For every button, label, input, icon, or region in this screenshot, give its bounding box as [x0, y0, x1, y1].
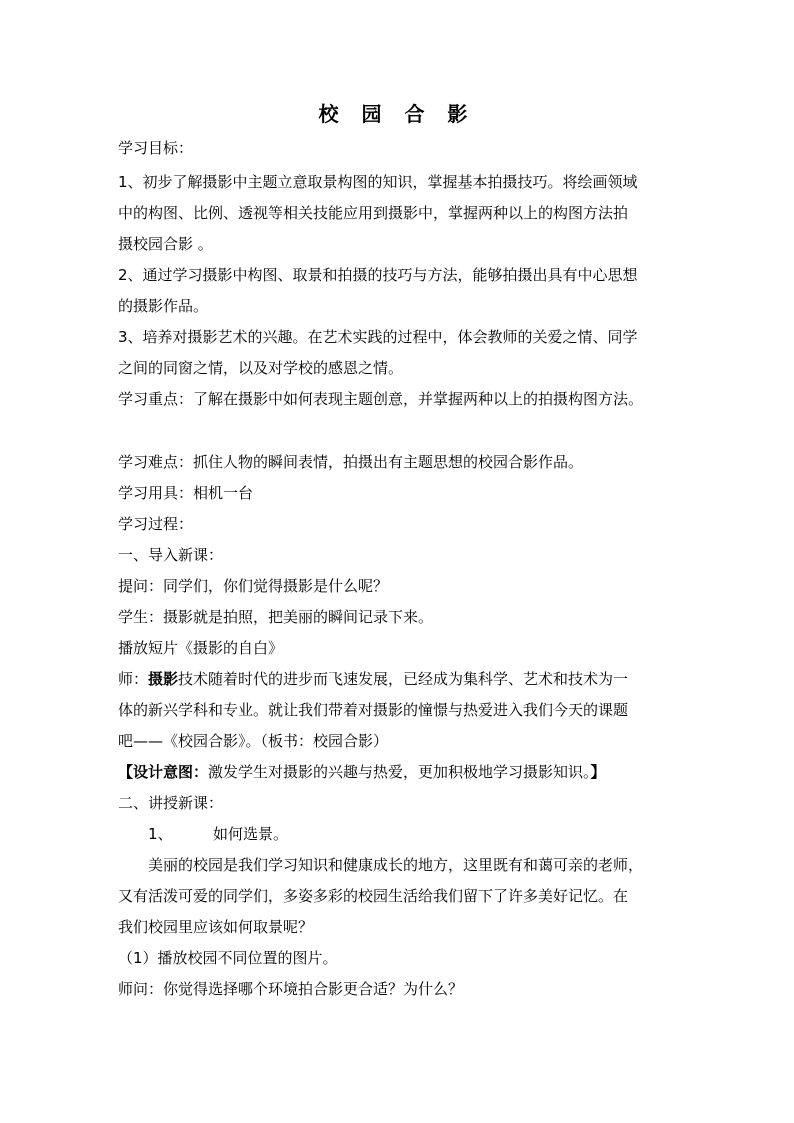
question-line: 提问：同学们，你们觉得摄影是什么呢？ — [118, 577, 389, 595]
tools-line: 学习用具：相机一台 — [118, 484, 254, 502]
teacher-prefix: 师： — [118, 670, 149, 688]
goal-1-line-1: 1、初步了解摄影中主题立意取景构图的知识，掌握基本拍摄技巧。将绘画领域 — [118, 173, 638, 191]
teacher-line-1-rest: 技术随着时代的进步而飞速发展，已经成为集科学、艺术和技术为一 — [178, 670, 629, 688]
design-intent-text: 激发学生对摄影的兴趣与热爱，更加积极地学习摄影知识。 — [208, 763, 591, 781]
teacher-line-1 — [118, 669, 628, 689]
page-title: 校 园 合 影 — [318, 102, 476, 126]
sub-item-1-line: （1）播放校园不同位置的图片。 — [118, 949, 338, 967]
item-1-number: 1、 — [148, 825, 173, 843]
goal-3-line-2: 之间的同窗之情，以及对学校的感恩之情。 — [118, 359, 404, 377]
goal-1-line-2: 中的构图、比例、透视等相关技能应用到摄影中，掌握两种以上的构图方法拍 — [118, 204, 629, 222]
goal-3-line-1: 3、培养对摄影艺术的兴趣。在艺术实践的过程中，体会教师的关爱之情、同学 — [118, 328, 638, 346]
section-1-heading: 一、导入新课： — [118, 546, 224, 564]
design-intent-open: 【设计意图： — [118, 763, 209, 781]
paragraph-line-1: 美丽的校园是我们学习知识和健康成长的地方，这里既有和蔼可亲的老师， — [148, 856, 644, 874]
goal-2-line-1: 2、通过学习摄影中构图、取景和拍摄的技巧与方法，能够拍摄出具有中心思想 — [118, 266, 638, 284]
design-intent-close: 】 — [590, 763, 606, 781]
learning-goals-heading: 学习目标： — [118, 139, 194, 157]
highlight-photography: 摄影 — [148, 670, 179, 688]
section-2-heading: 二、讲授新课： — [118, 794, 224, 812]
design-intent-line — [118, 762, 606, 782]
difficulty-line: 学习难点：抓住人物的瞬间表情，拍摄出有主题思想的校园合影作品。 — [118, 453, 584, 471]
paragraph-line-3: 我们校园里应该如何取景呢？ — [118, 918, 314, 936]
teacher-line-2: 体的新兴学科和专业。就让我们带着对摄影的憧憬与热爱进入我们今天的课题 — [118, 701, 629, 719]
teacher-line-3: 吧——《校园合影》。（板书：校园合影） — [118, 732, 389, 750]
goal-1-line-3: 摄校园合影 。 — [118, 235, 213, 253]
paragraph-line-2: 又有活泼可爱的同学们，多姿多彩的校园生活给我们留下了许多美好记忆。在 — [118, 887, 629, 905]
key-point-line: 学习重点：了解在摄影中如何表现主题创意，并掌握两种以上的拍摄构图方法。 — [118, 390, 644, 408]
student-answer-line: 学生：摄影就是拍照，把美丽的瞬间记录下来。 — [118, 608, 434, 626]
teacher-question-line: 师问：你觉得选择哪个环境拍合影更合适？为什么？ — [118, 980, 464, 998]
item-1-title: 如何选景。 — [213, 825, 289, 843]
goal-2-line-2: 的摄影作品。 — [118, 297, 209, 315]
process-heading: 学习过程： — [118, 515, 194, 533]
play-video-line: 播放短片《摄影的自白》 — [118, 639, 284, 657]
